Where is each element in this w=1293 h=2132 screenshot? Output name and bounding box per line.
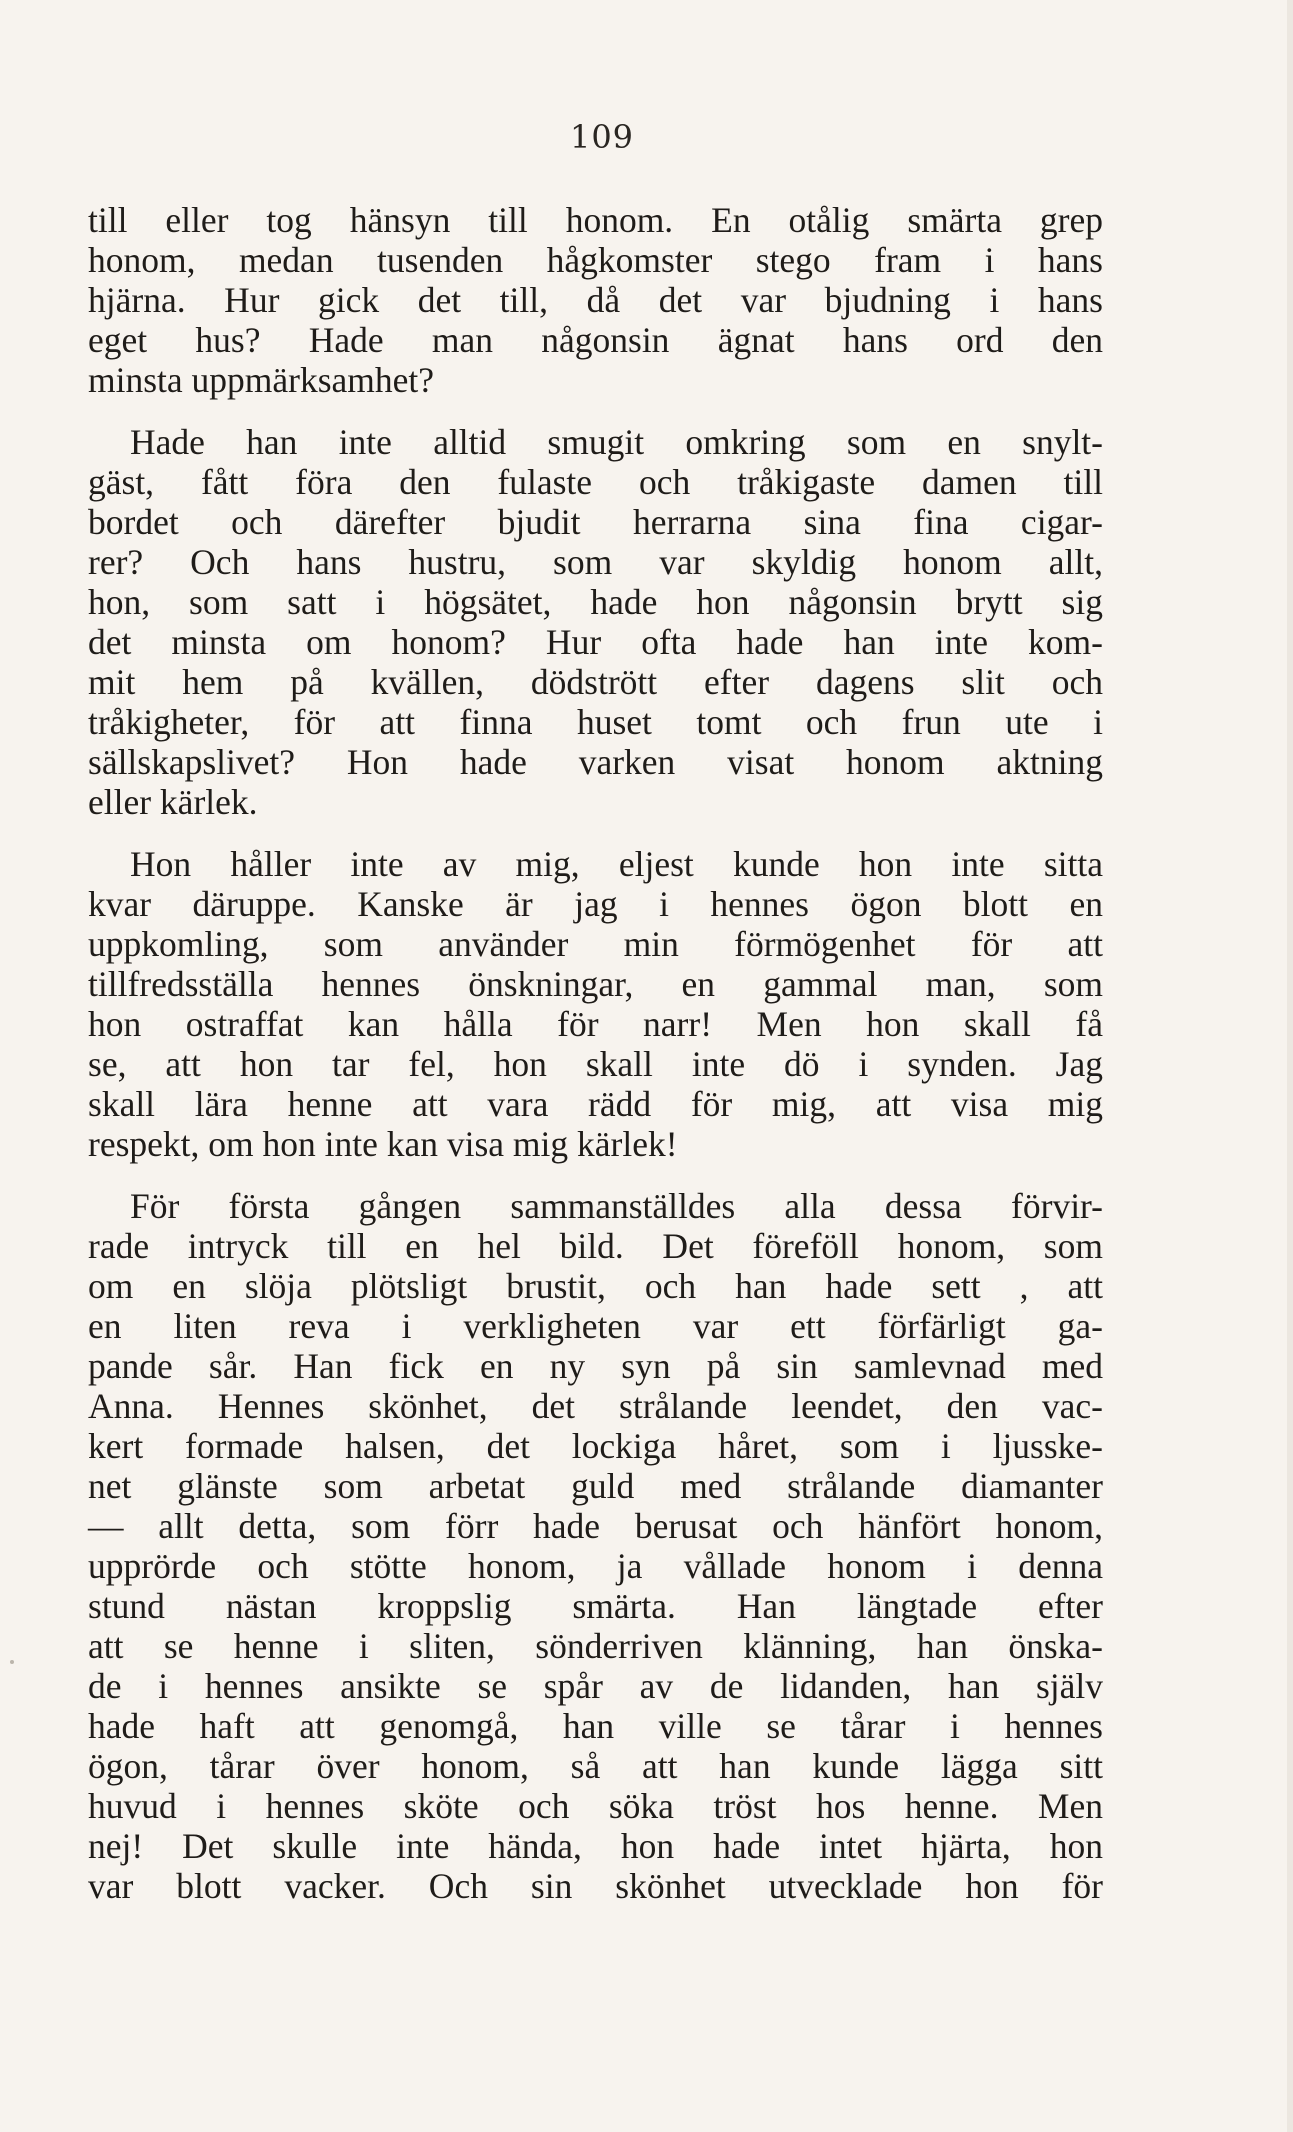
text-line: rer? Och hans hustru, som var skyldig honom allt,: [88, 542, 1103, 582]
text-line: net glänste som arbetat guld med strålande diamanter: [88, 1466, 1103, 1506]
paragraph: [88, 1186, 1103, 1906]
text-line: tillfredsställa hennes önskningar, en gammal man, som: [88, 964, 1103, 1004]
text-line: en liten reva i verkligheten var ett förfärligt ga-: [88, 1306, 1103, 1346]
text-line: att se henne i sliten, sönderriven klänning, han önska-: [88, 1626, 1103, 1666]
text-line: honom, medan tusenden hågkomster stego fram i hans: [88, 240, 1103, 280]
text-line: uppkomling, som använder min förmögenhet för att: [88, 924, 1103, 964]
paragraph: [88, 844, 1103, 1164]
text-line: hon ostraffat kan hålla för narr! Men hon skall få: [88, 1004, 1103, 1044]
text-line: nej! Det skulle inte hända, hon hade intet hjärta, hon: [88, 1826, 1103, 1866]
text-line: upprörde och stötte honom, ja vållade honom i denna: [88, 1546, 1103, 1586]
text-line: gäst, fått föra den fulaste och tråkigaste damen till: [88, 462, 1103, 502]
text-line: stund nästan kroppslig smärta. Han längtade efter: [88, 1586, 1103, 1626]
text-line: se, att hon tar fel, hon skall inte dö i synden. Jag: [88, 1044, 1103, 1084]
text-line: huvud i hennes sköte och söka tröst hos henne. Men: [88, 1786, 1103, 1826]
text-line: var blott vacker. Och sin skönhet utvecklade hon för: [88, 1866, 1103, 1906]
text-line: bordet och därefter bjudit herrarna sina fina cigar-: [88, 502, 1103, 542]
paragraph: [88, 422, 1103, 822]
text-line: Hade han inte alltid smugit omkring som en snylt-: [130, 422, 1103, 462]
text-line: Hon håller inte av mig, eljest kunde hon inte sitta: [130, 844, 1103, 884]
text-line: Anna. Hennes skönhet, det strålande leendet, den vac-: [88, 1386, 1103, 1426]
text-line: kert formade halsen, det lockiga håret, som i ljusske-: [88, 1426, 1103, 1466]
text-line: mit hem på kvällen, dödstrött efter dagens slit och: [88, 662, 1103, 702]
paragraph: [88, 200, 1103, 400]
text-line: respekt, om hon inte kan visa mig kärlek!: [88, 1124, 678, 1164]
text-line: skall lära henne att vara rädd för mig, att visa mig: [88, 1084, 1103, 1124]
body-text: [88, 200, 1103, 1928]
text-line: För första gången sammanställdes alla dessa förvir-: [130, 1186, 1103, 1226]
text-line: eget hus? Hade man någonsin ägnat hans ord den: [88, 320, 1103, 360]
text-line: pande sår. Han fick en ny syn på sin samlevnad med: [88, 1346, 1103, 1386]
page-number: 109: [569, 118, 635, 156]
text-line: det minsta om honom? Hur ofta hade han inte kom-: [88, 622, 1103, 662]
paper-speck: [10, 1660, 14, 1664]
text-line: rade intryck till en hel bild. Det föreföll honom, som: [88, 1226, 1103, 1266]
text-line: hade haft att genomgå, han ville se tårar i hennes: [88, 1706, 1103, 1746]
text-line: eller kärlek.: [88, 782, 258, 822]
text-line: ögon, tårar över honom, så att han kunde lägga sitt: [88, 1746, 1103, 1786]
text-line: kvar däruppe. Kanske är jag i hennes ögon blott en: [88, 884, 1103, 924]
text-line: hjärna. Hur gick det till, då det var bjudning i hans: [88, 280, 1103, 320]
text-line: sällskapslivet? Hon hade varken visat honom aktning: [88, 742, 1103, 782]
text-line: tråkigheter, för att finna huset tomt och frun ute i: [88, 702, 1103, 742]
text-line: hon, som satt i högsätet, hade hon någonsin brytt sig: [88, 582, 1103, 622]
text-line: till eller tog hänsyn till honom. En otålig smärta grep: [88, 200, 1103, 240]
text-line: de i hennes ansikte se spår av de lidanden, han själv: [88, 1666, 1103, 1706]
text-line: om en slöja plötsligt brustit, och han hade sett , att: [88, 1266, 1103, 1306]
text-line: minsta uppmärksamhet?: [88, 360, 435, 400]
text-line: — allt detta, som förr hade berusat och hänfört honom,: [88, 1506, 1103, 1546]
